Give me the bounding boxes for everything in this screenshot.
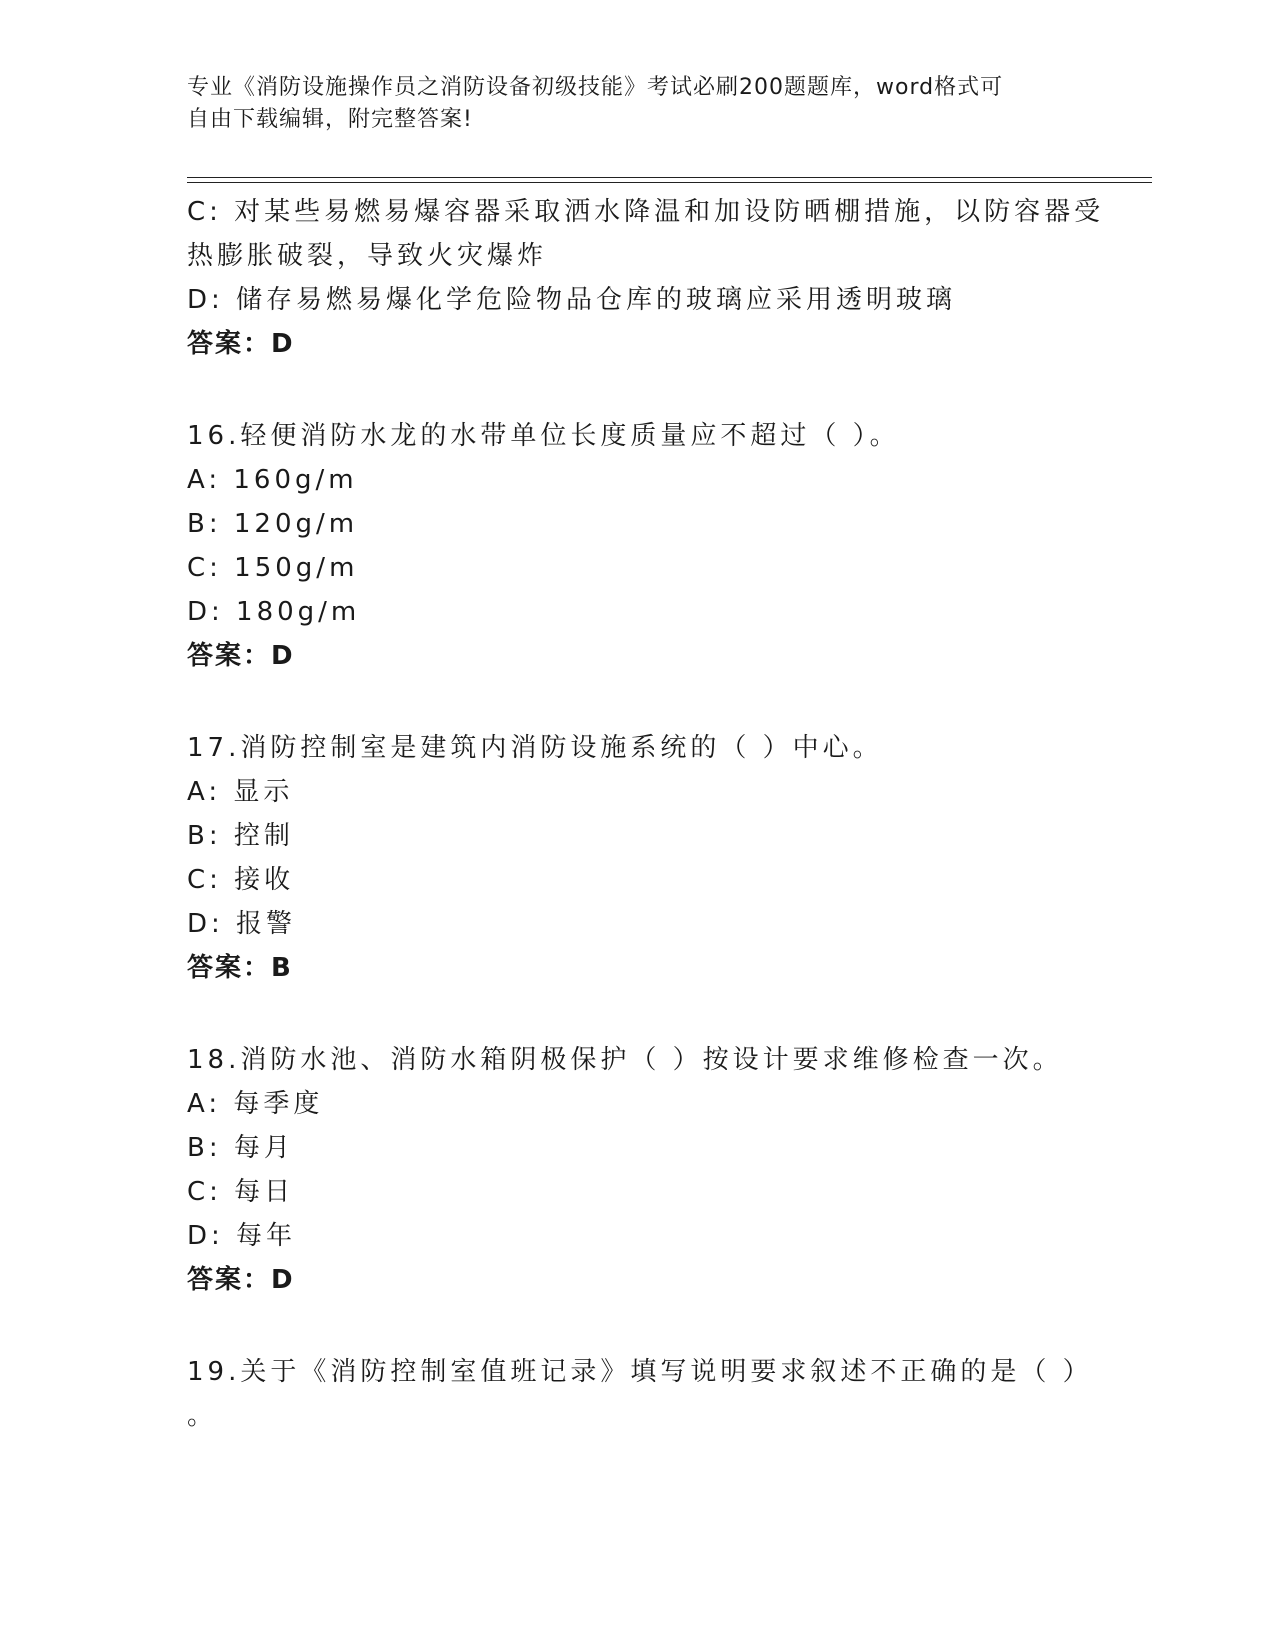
option-c: C: 接收: [187, 865, 295, 895]
question-text: 16.轻便消防水龙的水带单位长度质量应不超过（ ）。: [187, 421, 900, 451]
document-header: [187, 72, 1067, 136]
option-a: A: 每季度: [187, 1089, 324, 1119]
option-c: C: 每日: [187, 1177, 295, 1207]
option-d: D: 储存易燃易爆化学危险物品仓库的玻璃应采用透明玻璃: [187, 285, 957, 315]
question-18: [187, 1038, 1087, 1302]
header-rule-top: [187, 177, 1152, 178]
header-line-1: 专业《消防设施操作员之消防设备初级技能》考试必刷200题题库，word格式可: [187, 75, 1004, 100]
option-a: A: 160g/m: [187, 465, 358, 495]
question-text: 18.消防水池、消防水箱阴极保护（ ）按设计要求维修检查一次。: [187, 1045, 1063, 1075]
option-a: A: 显示: [187, 777, 294, 807]
question-text: 19.关于《消防控制室值班记录》填写说明要求叙述不正确的是（ ）: [187, 1357, 1093, 1387]
question-list: [187, 190, 1105, 1438]
answer: 答案：D: [187, 329, 295, 359]
option-b: B: 120g/m: [187, 509, 359, 539]
option-d: D: 报警: [187, 909, 297, 939]
option-b: B: 控制: [187, 821, 294, 851]
question-16: [187, 414, 1087, 678]
question-19: [187, 1350, 1093, 1438]
question-15-tail: [187, 190, 1105, 366]
answer: 答案：D: [187, 641, 295, 671]
header-rule-bottom: [187, 182, 1152, 183]
header-line-2: 自由下载编辑，附完整答案!: [187, 107, 473, 132]
option-b: B: 每月: [187, 1133, 294, 1163]
option-c-line-2: 热膨胀破裂，导致火灾爆炸: [187, 241, 548, 271]
question-text-tail: 。: [187, 1401, 218, 1431]
option-d: D: 180g/m: [187, 597, 361, 627]
question-17: [187, 726, 1087, 990]
option-c-line-1: C: 对某些易燃易爆容器采取洒水降温和加设防晒棚措施，以防容器受: [187, 197, 1105, 227]
option-c: C: 150g/m: [187, 553, 359, 583]
answer: 答案：D: [187, 1265, 295, 1295]
question-text: 17.消防控制室是建筑内消防设施系统的（ ）中心。: [187, 733, 883, 763]
answer: 答案：B: [187, 953, 293, 983]
option-d: D: 每年: [187, 1221, 297, 1251]
